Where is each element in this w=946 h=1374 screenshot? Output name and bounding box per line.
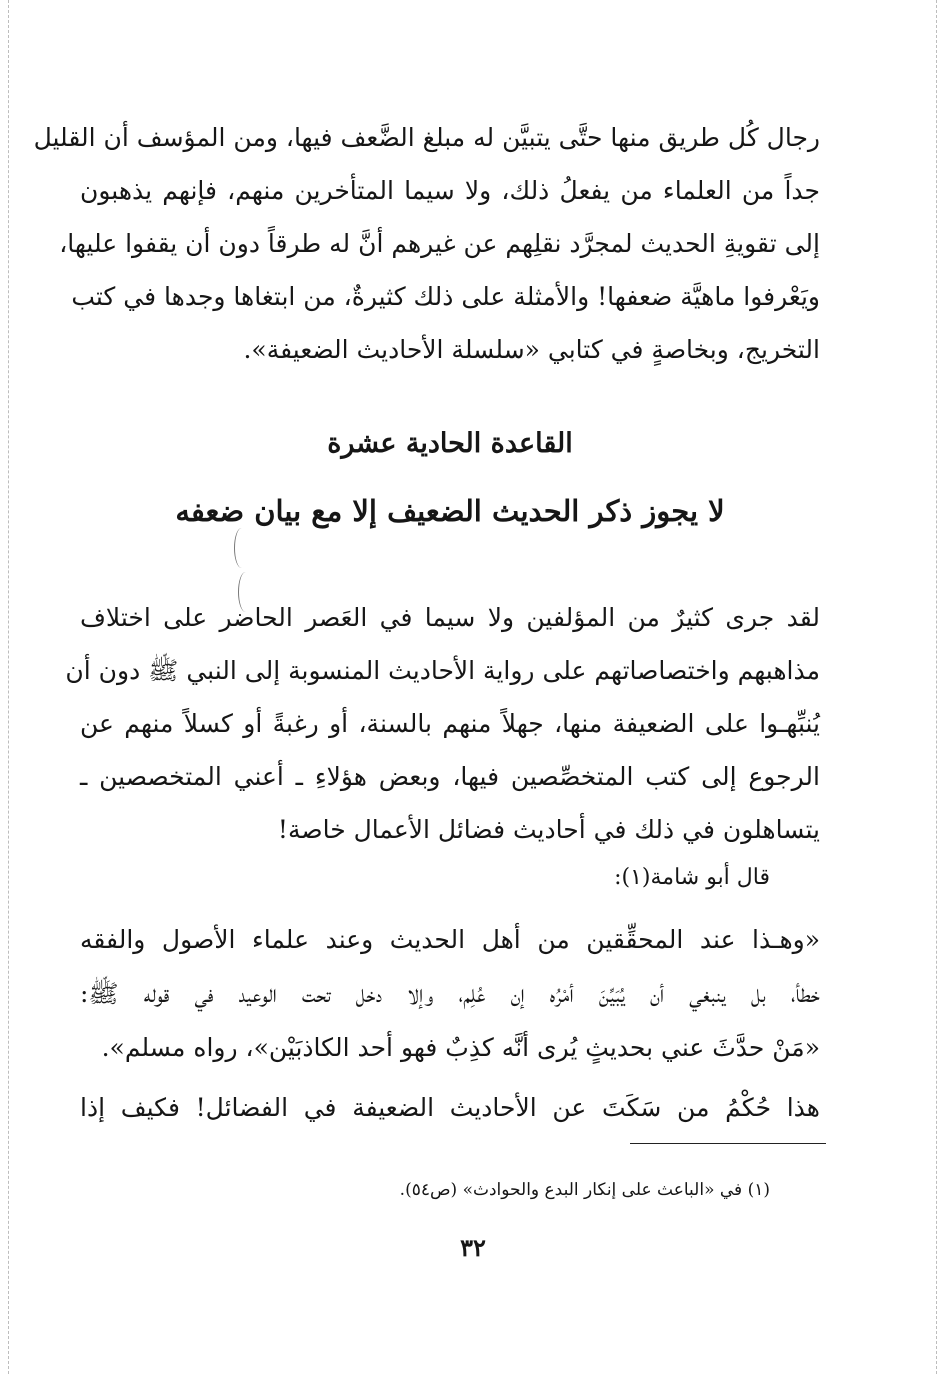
rule-title: القاعدة الحادية عشرة bbox=[327, 428, 573, 459]
paragraph-line: الرجوع إلى كتب المتخصِّصين فيها، وبعض هؤلاءِ ـ أعني المتخصصين ـ bbox=[80, 762, 820, 791]
paragraph-line: التخريج، وبخاصةٍ في كتابي «سلسلة الأحاديث الضعيفة». bbox=[243, 335, 820, 364]
closing-line: هذا حُكْمُ من سَكَتَ عن الأحاديث الضعيفة في الفضائل! فكيف إذا bbox=[80, 1093, 820, 1122]
paragraph-line: يُنبِّهـوا على الضعيفة منها، جهلاً منهم بالسنة، أو رغبةً أو كسلاً منهم عن bbox=[80, 709, 820, 738]
paragraph-line: جداً من العلماء من يفعلُ ذلك، ولا سيما المتأخرين منهم، فإنهم يذهبون bbox=[80, 176, 820, 205]
quote-line: خطأ، بل ينبغي أن يُبَيِّنَ أمْرُه إن عُلِم، وإلا دخل تحت الوعيد في قوله ﷺ: bbox=[80, 979, 820, 1008]
footnote: (١) في «الباعث على إنكار البدع والحوادث» (ص٥٤). bbox=[399, 1180, 770, 1200]
rule-subtitle: لا يجوز ذكر الحديث الضعيف إلا مع بيان ضعفه bbox=[175, 494, 725, 528]
scan-edge-left bbox=[8, 0, 10, 1374]
quote-line: «مَنْ حدَّثَ عني بحديثٍ يُرى أنَّه كذِبٌ فهو أحد الكاذبَيْن»، رواه مسلم». bbox=[101, 1033, 820, 1062]
paragraph-line: رجال كُل طريق منها حتَّى يتبيَّن له مبلغ الضَّعف فيها، ومن المؤسف أن القليل bbox=[33, 123, 820, 152]
margin-mark bbox=[234, 528, 249, 568]
paragraph-line: مذاهبهم واختصاصاتهم على رواية الأحاديث المنسوبة إلى النبي ﷺ دون أن bbox=[65, 656, 820, 685]
paragraph-line: إلى تقويةِ الحديث لمجرَّد نقلِهم عن غيرهم أنَّ له طرقاً دون أن يقفوا عليها، bbox=[59, 229, 820, 258]
scan-edge-right bbox=[936, 0, 938, 1374]
paragraph-line: ويَعْرفوا ماهيَّة ضعفها! والأمثلة على ذلك كثيرةٌ، من ابتغاها وجدها في كتب bbox=[71, 282, 820, 311]
quote-intro: قال أبو شامة(١): bbox=[614, 865, 770, 890]
page-number: ٣٢ bbox=[460, 1233, 486, 1262]
paragraph-line: لقد جرى كثيرٌ من المؤلفين ولا سيما في العَصر الحاضر على اختلاف bbox=[80, 603, 820, 632]
paragraph-line: يتساهلون في ذلك في أحاديث فضائل الأعمال خاصة! bbox=[277, 815, 820, 844]
quote-line: «وهـذا عند المحقِّقين من أهل الحديث وعند علماء الأصول والفقه bbox=[80, 925, 820, 954]
footnote-separator bbox=[630, 1143, 826, 1144]
